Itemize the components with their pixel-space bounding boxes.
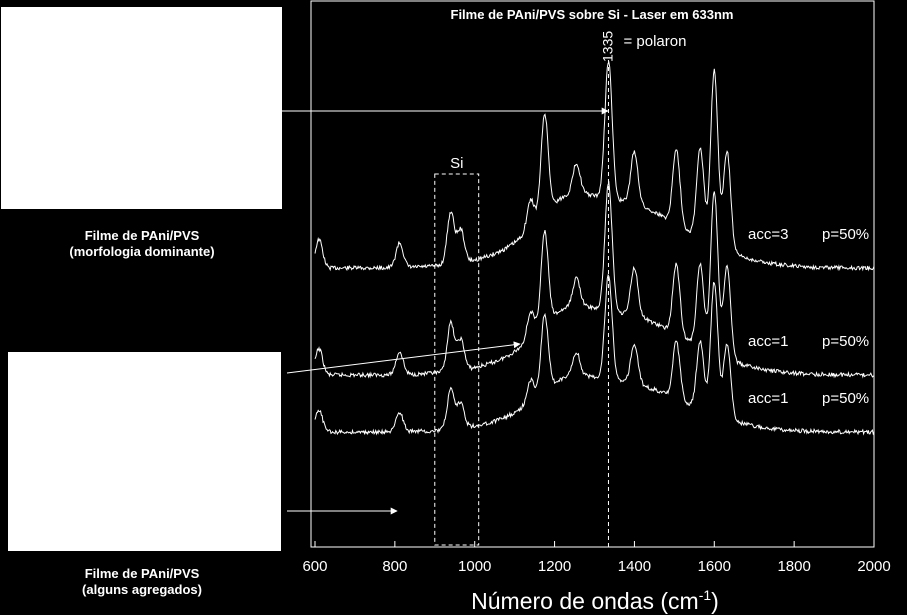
series-layer — [315, 62, 874, 434]
series-1-acc-label: acc=3 — [748, 226, 789, 243]
x-axis — [302, 541, 890, 575]
x-tick-label: 1800 — [777, 558, 811, 575]
x-tick-label: 600 — [302, 558, 328, 575]
si-region-label: Si — [450, 155, 464, 172]
annotations — [282, 31, 686, 547]
series-3-acc-label: acc=1 — [748, 390, 789, 407]
chart-title: Filme de PAni/PVS sobre Si - Laser em 633nm — [450, 7, 734, 22]
series-1-p-label: p=50% — [822, 226, 870, 243]
si-region-box — [435, 174, 479, 545]
series-3-p-label: p=50% — [822, 390, 870, 407]
x-tick-label: 2000 — [857, 558, 891, 575]
x-tick-label: 1200 — [537, 558, 572, 575]
spectrum-line-2 — [315, 183, 874, 377]
spectrum-line-3 — [315, 275, 874, 434]
x-axis-label: Número de ondas $(cm^{-1})$ — [471, 587, 719, 614]
x-tick-label: 1600 — [697, 558, 731, 575]
polaron-note: = polaron — [623, 33, 687, 50]
photo1-caption-line2: (morfologia dominante) — [69, 244, 215, 259]
plot-frame — [311, 1, 874, 547]
series-2-acc-label: acc=1 — [748, 333, 789, 350]
x-tick-label: 800 — [382, 558, 408, 575]
photo2-caption-line1: Filme de PAni/PVS — [84, 566, 200, 581]
series-2-p-label: p=50% — [822, 333, 870, 350]
spectrum-line-1 — [315, 62, 874, 270]
photo1-caption-line1: Filme de PAni/PVS — [84, 228, 200, 243]
x-tick-label: 1400 — [617, 558, 652, 575]
x-tick-label: 1000 — [458, 558, 492, 575]
photo2-caption-line2: (alguns agregados) — [82, 582, 202, 597]
polaron-peak-label: 1335 — [599, 30, 616, 62]
arrow-to-middle-spectrum — [287, 344, 520, 373]
